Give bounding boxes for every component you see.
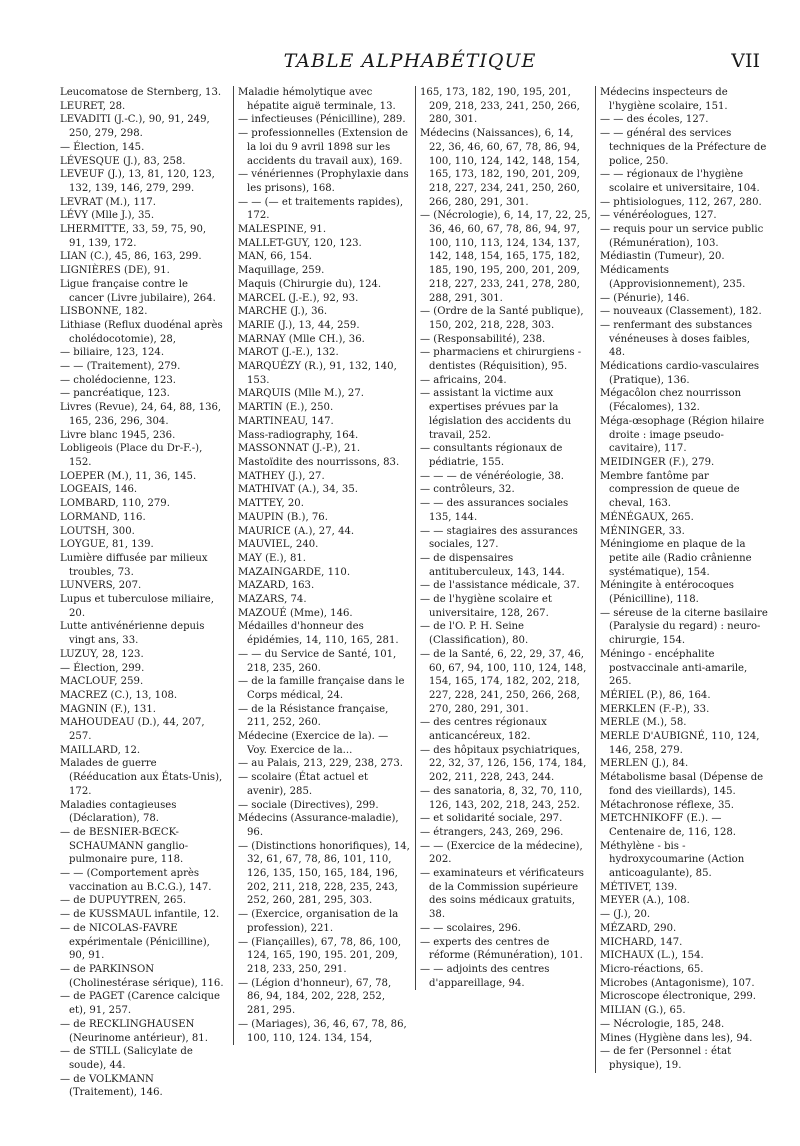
index-entry: MARTIN (E.), 250. [238,402,334,414]
index-entry: — de la Santé, 6, 22, 29, 37, 46, 60, 67, 94, 100, 110, 124, 148, 154, 165, 174, 182, 202, 218, 227, 228, 241, 250, 266, 268, 270, 280, 291, 301. [420,648,587,715]
index-entry: — experts des centres de réforme (Rémunération), 101. [420,936,583,962]
index-entry: LOUTSH, 300. [60,525,135,537]
index-entry: Micro-réactions, 65. [600,964,704,975]
index-entry: MAY (E.), 81. [238,552,307,564]
index-entry: LORMAND, 116. [60,511,146,523]
index-entry: LUNVERS, 207. [60,580,142,592]
index-entry: MAN, 66, 154. [238,251,312,263]
index-entry: MATTEY, 20. [238,498,304,510]
index-entry: MACREZ (C.), 13, 108. [60,689,178,701]
index-entry: Mastoïdite des nourrissons, 83. [238,456,400,468]
index-entry: Médiastin (Tumeur), 20. [600,251,725,263]
index-entry: LHERMITTE, 33, 59, 75, 90, 91, 139, 172. [60,224,207,249]
index-entry: — africains, 204. [420,374,507,386]
index-entry: Méga-œsophage (Région hilaire droite : image pseudo-cavitaire), 117. [600,415,765,455]
index-entry: Méningo - encéphalite postvaccinale anti-amarile, 265. [600,648,748,688]
index-entry: LUZUY, 28, 123. [60,648,144,660]
index-entry: MATHEY (J.), 27. [238,470,325,482]
index-entry: — (Pénurie), 146. [600,292,690,304]
index-entry: — sociale (Directives), 299. [238,799,379,811]
index-entry: — consultants régionaux de pédiatrie, 155. [420,443,563,468]
index-entry: — nouveaux (Classement), 182. [600,306,762,318]
index-entry: Maladies contagieuses (Déclaration), 78. [60,799,177,825]
index-entry: Médecins (Assurance-maladie), 96. [238,813,399,838]
index-entry: — professionnelles (Extension de la loi du 9 avril 1898 sur les accidents du travail aux), 169. [238,128,408,167]
index-entry: Leucomatose de Sternberg, 13. [60,87,222,98]
index-entry: Livre blanc 1945, 236. [60,429,176,441]
index-entry: — — du Service de Santé, 101, 218, 235, 260. [238,648,397,674]
index-entry: Médications cardio-vasculaires (Pratique), 136. [600,361,760,386]
index-entry: LOYGUE, 81, 139. [60,539,154,551]
index-entry: — Nécrologie, 185, 248. [600,1018,725,1030]
index-entry: — de l'hygiène scolaire et universitaire, 128, 267. [420,594,552,619]
index-entry: — — — de vénéréologie, 38. [420,470,565,482]
index-entry: Membre fantôme par compression de queue de cheval, 163. [600,470,740,510]
running-title: TABLE ALPHABÉTIQUE [283,50,537,72]
index-entry: LEVADITI (J.-C.), 90, 91, 249, 250, 279, 298. [60,114,210,140]
index-entry: MARCEL (J.-E.), 92, 93. [238,292,359,304]
index-entry: MASSONNAT (J.-P.), 21. [238,443,361,455]
index-entry: MAZAINGARDE, 110. [238,566,351,578]
index-entry: MICHAUX (L.), 154. [600,950,704,962]
index-entry: — renfermant des substances vénéneuses à doses faibles, 48. [600,319,753,359]
index-entry: — Élection, 145. [60,141,145,153]
page-number: VII [731,50,760,72]
index-entry: — phtisiologues, 112, 267, 280. [600,196,762,208]
index-entry: MICHARD, 147. [600,936,683,948]
index-entry: LISBONNE, 182. [60,306,148,318]
index-entry: — de l'O. P. H. Seine (Classification), 80. [420,621,529,647]
index-entry: — étrangers, 243, 269, 296. [420,826,564,838]
index-entry: Mass-radiography, 164. [238,429,359,441]
index-entry: — — régionaux de l'hygiène scolaire et universitaire, 104. [600,169,760,194]
index-entry: Livres (Revue), 24, 64, 88, 136, 165, 236, 296, 304. [60,402,222,427]
index-entry: — de DUPUYTREN, 265. [60,895,187,907]
index-entry: — assistant la victime aux expertises prévues par la législation des accidents du travail, 252. [420,388,572,441]
index-entry: MÉTIVET, 139. [600,881,678,893]
index-entry: LEURET, 28. [60,100,126,112]
index-entry: — de BESNIER-BŒCK-SCHAUMANN ganglio-pulmonaire pure, 118. [60,826,189,866]
index-entry: METCHNIKOFF (E.). — Centenaire de, 116, 128. [600,813,736,838]
index-entry: — (Exercice, organisation de la profession), 221. [238,909,399,934]
index-entry: — de dispensaires antituberculeux, 143, 144. [420,552,565,578]
index-entry: Méningite à entérocoques (Pénicilline), 118. [600,580,734,606]
index-entry: MERKLEN (F.-P.), 33. [600,703,710,715]
index-entry: LÉVESQUE (J.), 83, 258. [60,155,186,167]
index-entry: MARQUÉZY (R.), 91, 132, 140, 153. [238,361,397,386]
index-entry: MÉZARD, 290. [600,922,677,934]
index-entry: Maquillage, 259. [238,265,325,277]
index-entry: Lobligeois (Place du Dr-F.-), 152. [60,443,203,468]
index-entry: Lumière diffusée par milieux troubles, 73. [60,552,208,578]
index-entry: — (Responsabilité), 238. [420,333,546,345]
index-entry: — — (— et traitements rapides), 172. [238,196,404,222]
index-entry: — pharmaciens et chirurgiens - dentistes (Réquisition), 95. [420,347,582,373]
index-entry: MARCHE (J.), 36. [238,306,328,318]
index-entry: — séreuse de la citerne basilaire (Paralysie du regard) : neuro-chirurgie, 154. [600,607,768,647]
index-entry: — scolaire (État actuel et avenir), 285. [238,772,369,797]
index-entry: MALLET-GUY, 120, 123. [238,237,362,249]
index-entry: — — des écoles, 127. [600,114,709,126]
index-entry: — (J.), 20. [600,909,651,921]
index-entry: — — (Exercice de la médecine), 202. [420,840,583,866]
index-column-1 [60,86,225,1100]
index-entry: MÉNINGER, 33. [600,525,685,537]
index-entry: — de PAGET (Carence calcique et), 91, 257. [60,991,221,1017]
index-entry: — — (Comportement après vaccination au B.C.G.), 147. [60,868,212,893]
index-entry: — requis pour un service public (Rémunération), 103. [600,224,764,249]
index-entry: — (Nécrologie), 6, 14, 17, 22, 25, 36, 46, 60, 67, 78, 86, 94, 97, 100, 110, 113, 124, 134, 137, 142, 148, 154, 165, 175, 182, 185, 190, 195, 200, 201, 209, 218, 227, 233, 241, 278, 280, 288, 291, 301. [420,210,591,304]
index-entry: — infectieuses (Pénicilline), 289. [238,114,406,126]
index-entry: MEYER (A.), 108. [600,895,690,907]
index-entry: MAUVIEL, 240. [238,539,319,551]
index-entry: MAZOUÉ (Mme), 146. [238,607,353,619]
index-entry: LOGEAIS, 146. [60,484,138,496]
index-entry: Mégacôlon chez nourrisson (Fécalomes), 132. [600,388,742,414]
index-entry: — — général des services techniques de la Préfecture de police, 250. [600,128,767,167]
index-entry: — et solidarité sociale, 297. [420,813,563,825]
index-entry: — vénéréologues, 127. [600,210,717,222]
index-entry: — des sanatoria, 8, 32, 70, 110, 126, 143, 202, 218, 243, 252. [420,785,583,811]
index-entry: Médecins inspecteurs de l'hygiène scolaire, 151. [600,87,728,112]
index-entry: — des centres régionaux anticancéreux, 182. [420,717,547,743]
index-entry: 165, 173, 182, 190, 195, 201, 209, 218, 233, 241, 250, 266, 280, 301. [420,87,580,126]
index-entry: Maquis (Chirurgie du), 124. [238,278,382,290]
index-entry: — de KUSSMAUL infantile, 12. [60,909,220,921]
index-entry: MARTINEAU, 147. [238,415,334,427]
index-entry: MERLEN (J.), 84. [600,758,689,770]
index-entry: — de la famille française dans le Corps médical, 24. [238,676,405,701]
index-entry: Lutte antivénérienne depuis vingt ans, 33. [60,621,205,647]
index-entry: — de l'assistance médicale, 37. [420,580,580,592]
index-entry: LOMBARD, 110, 279. [60,498,170,510]
index-entry: — contrôleurs, 32. [420,484,515,496]
index-entry: Médecins (Naissances), 6, 14, 22, 36, 46, 60, 67, 78, 86, 94, 100, 110, 124, 142, 148, 154, 165, 173, 182, 190, 201, 209, 218, 227, 234, 241, 250, 260, 266, 280, 291, 301. [420,128,580,208]
index-entry: MAROT (J.-E.), 132. [238,347,339,359]
index-entry: MAUPIN (B.), 76. [238,511,328,523]
index-column-2 [233,86,410,1045]
index-entry: MÉRIEL (P.), 86, 164. [600,689,711,701]
index-entry: LOEPER (M.), 11, 36, 145. [60,470,197,482]
index-entry: Médailles d'honneur des épidémies, 14, 110, 165, 281. [238,621,399,647]
index-column-3 [415,86,592,990]
index-entry: Mines (Hygiène dans les), 94. [600,1032,753,1044]
index-entry: — — des assurances sociales 135, 144. [420,498,569,523]
index-entry: Métachronose réflexe, 35. [600,799,735,811]
index-entry: MAZARS, 74. [238,594,307,606]
index-entry: Médecine (Exercice de la). — Voy. Exercice de la... [238,731,389,756]
index-columns [60,86,768,1136]
index-entry: — — stagiaires des assurances sociales, 127. [420,525,578,551]
index-entry: MERLE (M.), 58. [600,717,687,729]
index-entry: MALESPINE, 91. [238,224,327,236]
index-entry: Malades de guerre (Rééducation aux États-Unis), 172. [60,758,223,797]
index-entry: MAURICE (A.), 27, 44. [238,525,355,537]
index-entry: — de STILL (Salicylate de soude), 44. [60,1046,193,1071]
index-entry: LIAN (C.), 45, 86, 163, 299. [60,251,202,263]
index-entry: — cholédocienne, 123. [60,374,176,386]
index-entry: Lithiase (Reflux duodénal après cholédocotomie), 28, [60,319,223,345]
index-entry: MARQUIS (Mlle M.), 27. [238,388,364,400]
index-entry: MARNAY (Mlle CH.), 36. [238,333,365,345]
index-entry: Méthylène - bis - hydroxycoumarine (Action anticoagulante), 85. [600,840,745,880]
index-entry: — examinateurs et vérificateurs de la Commission supérieure des soins médicaux gratuits, 38. [420,868,584,921]
index-entry: — (Légion d'honneur), 67, 78, 86, 94, 184, 202, 228, 252, 281, 295. [238,977,392,1017]
index-entry: Métabolisme basal (Dépense de fond des vieillards), 145. [600,772,764,797]
index-entry: MAZARD, 163. [238,580,315,592]
page-header [60,50,760,80]
index-entry: — de la Résistance française, 211, 252, 260. [238,703,389,729]
index-entry: — de PARKINSON (Cholinestérase sérique), 116. [60,964,224,989]
index-entry: Ligue française contre le cancer (Livre jubilaire), 264. [60,278,216,304]
index-entry: — — adjoints des centres d'appareillage, 94. [420,964,550,989]
index-entry: — (Fiançailles), 67, 78, 86, 100, 124, 165, 190, 195. 201, 209, 218, 233, 250, 291. [238,936,402,975]
index-entry: MACLOUF, 259. [60,676,144,688]
index-entry: MÉNÉGAUX, 265. [600,511,694,523]
index-entry: — pancréatique, 123. [60,388,170,400]
index-entry: — de fer (Personnel : état physique), 19. [600,1046,732,1071]
index-entry: LEVEUF (J.), 13, 81, 120, 123, 132, 139, 146, 279, 299. [60,169,215,194]
index-entry: MILIAN (G.), 65. [600,1005,686,1017]
index-entry: — — scolaires, 296. [420,922,521,934]
index-entry: MARIE (J.), 13, 44, 259. [238,319,360,331]
index-entry: MAGNIN (F.), 131. [60,703,156,715]
index-entry: Microbes (Antagonisme), 107. [600,977,755,989]
index-entry: LÉVY (Mlle J.), 35. [60,210,155,222]
index-entry: — Élection, 299. [60,662,145,674]
index-entry: LIGNIÈRES (DE), 91. [60,265,170,277]
index-entry: MATHIVAT (A.), 34, 35. [238,484,358,496]
index-entry: MAILLARD, 12. [60,744,141,756]
index-entry: — (Mariages), 36, 46, 67, 78, 86, 100, 110, 124. 134, 154, [238,1018,407,1044]
index-entry: MAHOUDEAU (D.), 44, 207, 257. [60,717,205,743]
index-entry: MEIDINGER (F.), 279. [600,456,715,468]
index-entry: Microscope électronique, 299. [600,991,757,1003]
index-entry: — (Distinctions honorifiques), 14, 32, 61, 67, 78, 86, 101, 110, 126, 135, 150, 165, 184, 196, 202, 211, 218, 228, 235, 243, 252, 260, 281, 295, 303. [238,840,410,907]
index-entry: — de RECKLINGHAUSEN (Neurinome antérieur), 81. [60,1018,208,1044]
index-entry: Méningiome en plaque de la petite aile (Radio crânienne systématique), 154. [600,539,752,578]
index-entry: — — (Traitement), 279. [60,361,181,373]
index-entry: — au Palais, 213, 229, 238, 273. [238,758,403,770]
index-entry: — de NICOLAS-FAVRE expérimentale (Pénicilline), 90, 91. [60,922,210,962]
index-entry: — vénériennes (Prophylaxie dans les prisons), 168. [238,169,409,194]
index-entry: Lupus et tuberculose miliaire, 20. [60,594,214,619]
index-entry: — biliaire, 123, 124. [60,347,165,359]
index-entry: — (Ordre de la Santé publique), 150, 202, 218, 228, 303. [420,306,584,331]
index-entry: Médicaments (Approvisionnement), 235. [600,265,746,290]
index-entry: Maladie hémolytique avec hépatite aiguë terminale, 13. [238,87,396,112]
index-entry: — de VOLKMANN (Traitement), 146. [60,1073,163,1099]
index-column-4 [595,86,769,1073]
index-entry: LEVRAT (M.), 117. [60,196,156,208]
index-entry: MERLE D'AUBIGNÉ, 110, 124, 146, 258, 279. [600,731,760,756]
index-entry: — des hôpitaux psychiatriques, 22, 32, 37, 126, 156, 174, 184, 202, 211, 228, 243, 244. [420,744,587,784]
